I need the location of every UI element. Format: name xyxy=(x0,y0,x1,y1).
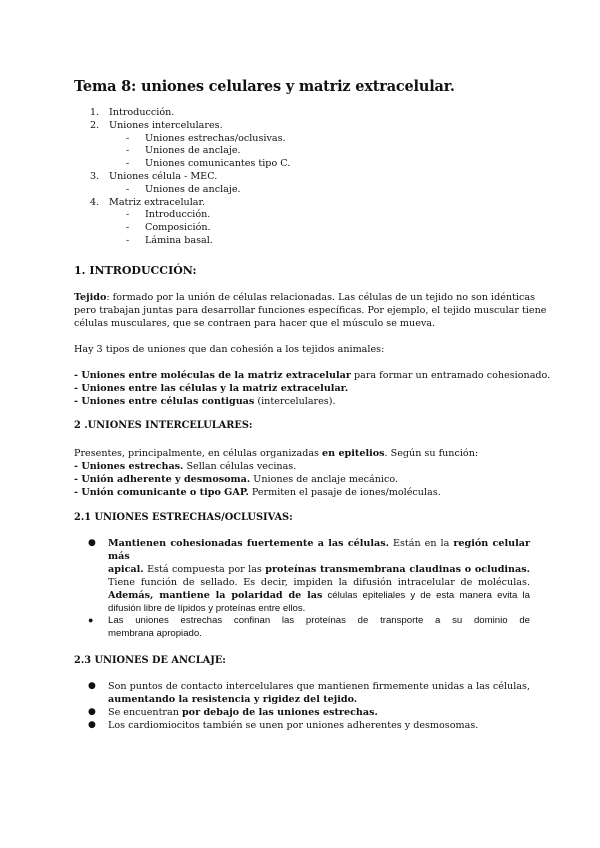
toc-dash: - xyxy=(126,132,130,144)
toc-subitem-label: Uniones de anclaje. xyxy=(145,183,241,195)
toc-dash: - xyxy=(126,158,130,170)
estrechas-1-l4-rest: células epiteliales y de esta manera evita la xyxy=(322,590,530,601)
anclaje-2-bold: por debajo de las uniones estrechas. xyxy=(181,707,378,718)
toc-dash: - xyxy=(126,183,130,195)
tejido-line-1 xyxy=(74,291,536,304)
tejido-line-2: pero trabajan juntas para desarrollar funciones específicas. Por ejemplo, el tejido muscular tiene xyxy=(74,305,547,316)
bullet-estrechas-2-text xyxy=(108,614,530,640)
inter-text-c: . Según su función: xyxy=(384,448,479,459)
toc-subitem-label: Introducción. xyxy=(145,209,211,221)
heading-uniones-anclaje: 2.3 UNIONES DE ANCLAJE: xyxy=(74,655,226,666)
toc-item-number: 3. xyxy=(90,170,100,182)
toc-dash: - xyxy=(126,209,130,221)
inter-adherente-bold: - Unión adherente y desmosoma. xyxy=(74,474,251,485)
tipo-union-3-bold: - Uniones entre células contiguas xyxy=(74,396,255,407)
bullet-dot-icon: ● xyxy=(88,538,96,548)
heading-introduccion: 1. INTRODUCCIÓN: xyxy=(74,264,197,277)
anclaje-1-line-1: Son puntos de contacto intercelulares que mantienen firmemente unidas a las células, xyxy=(108,681,530,692)
document-title: Tema 8: uniones celulares y matriz extracelular. xyxy=(74,78,455,95)
estrechas-2-line-2: membrana apropiado. xyxy=(108,628,202,639)
toc-item-number: 1. xyxy=(90,107,100,118)
toc-subitem-label: Uniones estrechas/oclusivas. xyxy=(145,132,286,144)
tipo-union-1-text: para formar un entramado cohesionado. xyxy=(350,370,551,381)
inter-adherente xyxy=(74,473,530,486)
inter-estrechas-bold: - Uniones estrechas. xyxy=(74,461,184,472)
tipo-union-2-bold: - Uniones entre las células y la matriz extracelular. xyxy=(74,383,349,394)
estrechas-1-l4-bold: Además, mantiene la polaridad de las xyxy=(108,590,323,601)
heading-uniones-intercelulares: 2 .UNIONES INTERCELULARES: xyxy=(74,420,253,431)
tejido-term: Tejido xyxy=(74,292,107,303)
tipo-union-1 xyxy=(74,369,551,382)
tejido-text-1: : formado por la unión de células relacionadas. Las células de un tejido no son idénticas xyxy=(106,292,536,303)
list-tipos-uniones xyxy=(74,369,551,408)
estrechas-2-line-1: Las uniones estrechas confinan las proteínas de transporte a su dominio de xyxy=(108,615,530,626)
toc-item-label: Introducción. xyxy=(109,107,175,118)
toc-item-label: Matriz extracelular. xyxy=(109,196,206,208)
toc-subitem-label: Uniones de anclaje. xyxy=(145,145,241,157)
bullet-estrechas-1-text xyxy=(108,537,530,615)
estrechas-1-l1-mid: Están en la xyxy=(389,538,454,549)
anclaje-1-line-2: aumentando la resistencia y rigidez del tejido. xyxy=(108,694,358,705)
toc-item-number: 2. xyxy=(90,119,100,131)
estrechas-1-l2-mid: Está compuesta por las xyxy=(143,564,266,575)
bullet-dot-icon: ● xyxy=(88,615,94,625)
bullet-anclaje-1-text xyxy=(108,680,530,706)
paragraph-tejido xyxy=(74,291,547,330)
inter-text-a: Presentes, principalmente, en células organizadas xyxy=(74,448,323,459)
inter-text-epitelios: en epitelios xyxy=(322,448,385,459)
estrechas-1-line-5: difusión libre de lípidos y proteínas entre ellos. xyxy=(108,603,306,614)
anclaje-2-text: Se encuentran xyxy=(108,707,182,718)
paragraph-tipos: Hay 3 tipos de uniones que dan cohesión a los tejidos animales: xyxy=(74,344,385,355)
toc-item-label: Uniones intercelulares. xyxy=(109,119,223,131)
estrechas-1-l1-bold2: región celular más xyxy=(108,538,531,562)
inter-adherente-text: Uniones de anclaje mecánico. xyxy=(250,474,398,485)
toc-dash: - xyxy=(126,234,130,246)
tejido-line-3: células musculares, que se contraen para hacer que el músculo se mueva. xyxy=(74,318,436,329)
estrechas-1-line-1 xyxy=(108,537,530,563)
tipo-union-1-bold: - Uniones entre moléculas de la matriz extracelular xyxy=(74,370,351,381)
estrechas-1-line-3: Tiene función de sellado. Es decir, impiden la difusión intracelular de moléculas. xyxy=(108,577,530,588)
estrechas-1-l2-bold1: apical. xyxy=(108,564,144,575)
toc-item-label: Uniones célula - MEC. xyxy=(109,170,218,182)
paragraph-intercelulares xyxy=(74,447,530,499)
toc-dash: - xyxy=(126,145,130,157)
inter-comunicante-bold: - Unión comunicante o tipo GAP. xyxy=(74,487,249,498)
toc-subitem-label: Lámina basal. xyxy=(145,234,213,246)
bullet-dot-icon: ● xyxy=(88,720,96,730)
toc-subitem-label: Composición. xyxy=(145,222,211,234)
toc-subitem-label: Uniones comunicantes tipo C. xyxy=(145,158,291,170)
bullet-dot-icon: ● xyxy=(88,707,96,717)
inter-estrechas-text: Sellan células vecinas. xyxy=(183,461,297,472)
inter-line-1 xyxy=(74,447,530,460)
bullet-anclaje-2-text xyxy=(108,706,530,719)
bullet-anclaje-3-text: Los cardiomiocitos también se unen por uniones adherentes y desmosomas. xyxy=(108,720,479,731)
heading-uniones-estrechas: 2.1 UNIONES ESTRECHAS/OCLUSIVAS: xyxy=(74,512,293,523)
estrechas-1-line-2 xyxy=(108,563,530,576)
toc-item-number: 4. xyxy=(90,196,100,208)
estrechas-1-line-4 xyxy=(108,589,530,602)
tipo-union-2 xyxy=(74,382,530,395)
inter-estrechas xyxy=(74,460,530,473)
tipo-union-3-text: (intercelulares). xyxy=(254,396,336,407)
bullet-dot-icon: ● xyxy=(88,681,96,691)
estrechas-1-l1-bold1: Mantienen cohesionadas fuertemente a las células. xyxy=(108,538,389,549)
toc-dash: - xyxy=(126,222,130,234)
estrechas-1-l2-bold2: proteínas transmembrana claudinas o ocludinas. xyxy=(265,564,530,575)
inter-comunicante xyxy=(74,486,530,499)
tipo-union-3 xyxy=(74,395,530,408)
inter-comunicante-text: Permiten el pasaje de iones/moléculas. xyxy=(248,487,441,498)
